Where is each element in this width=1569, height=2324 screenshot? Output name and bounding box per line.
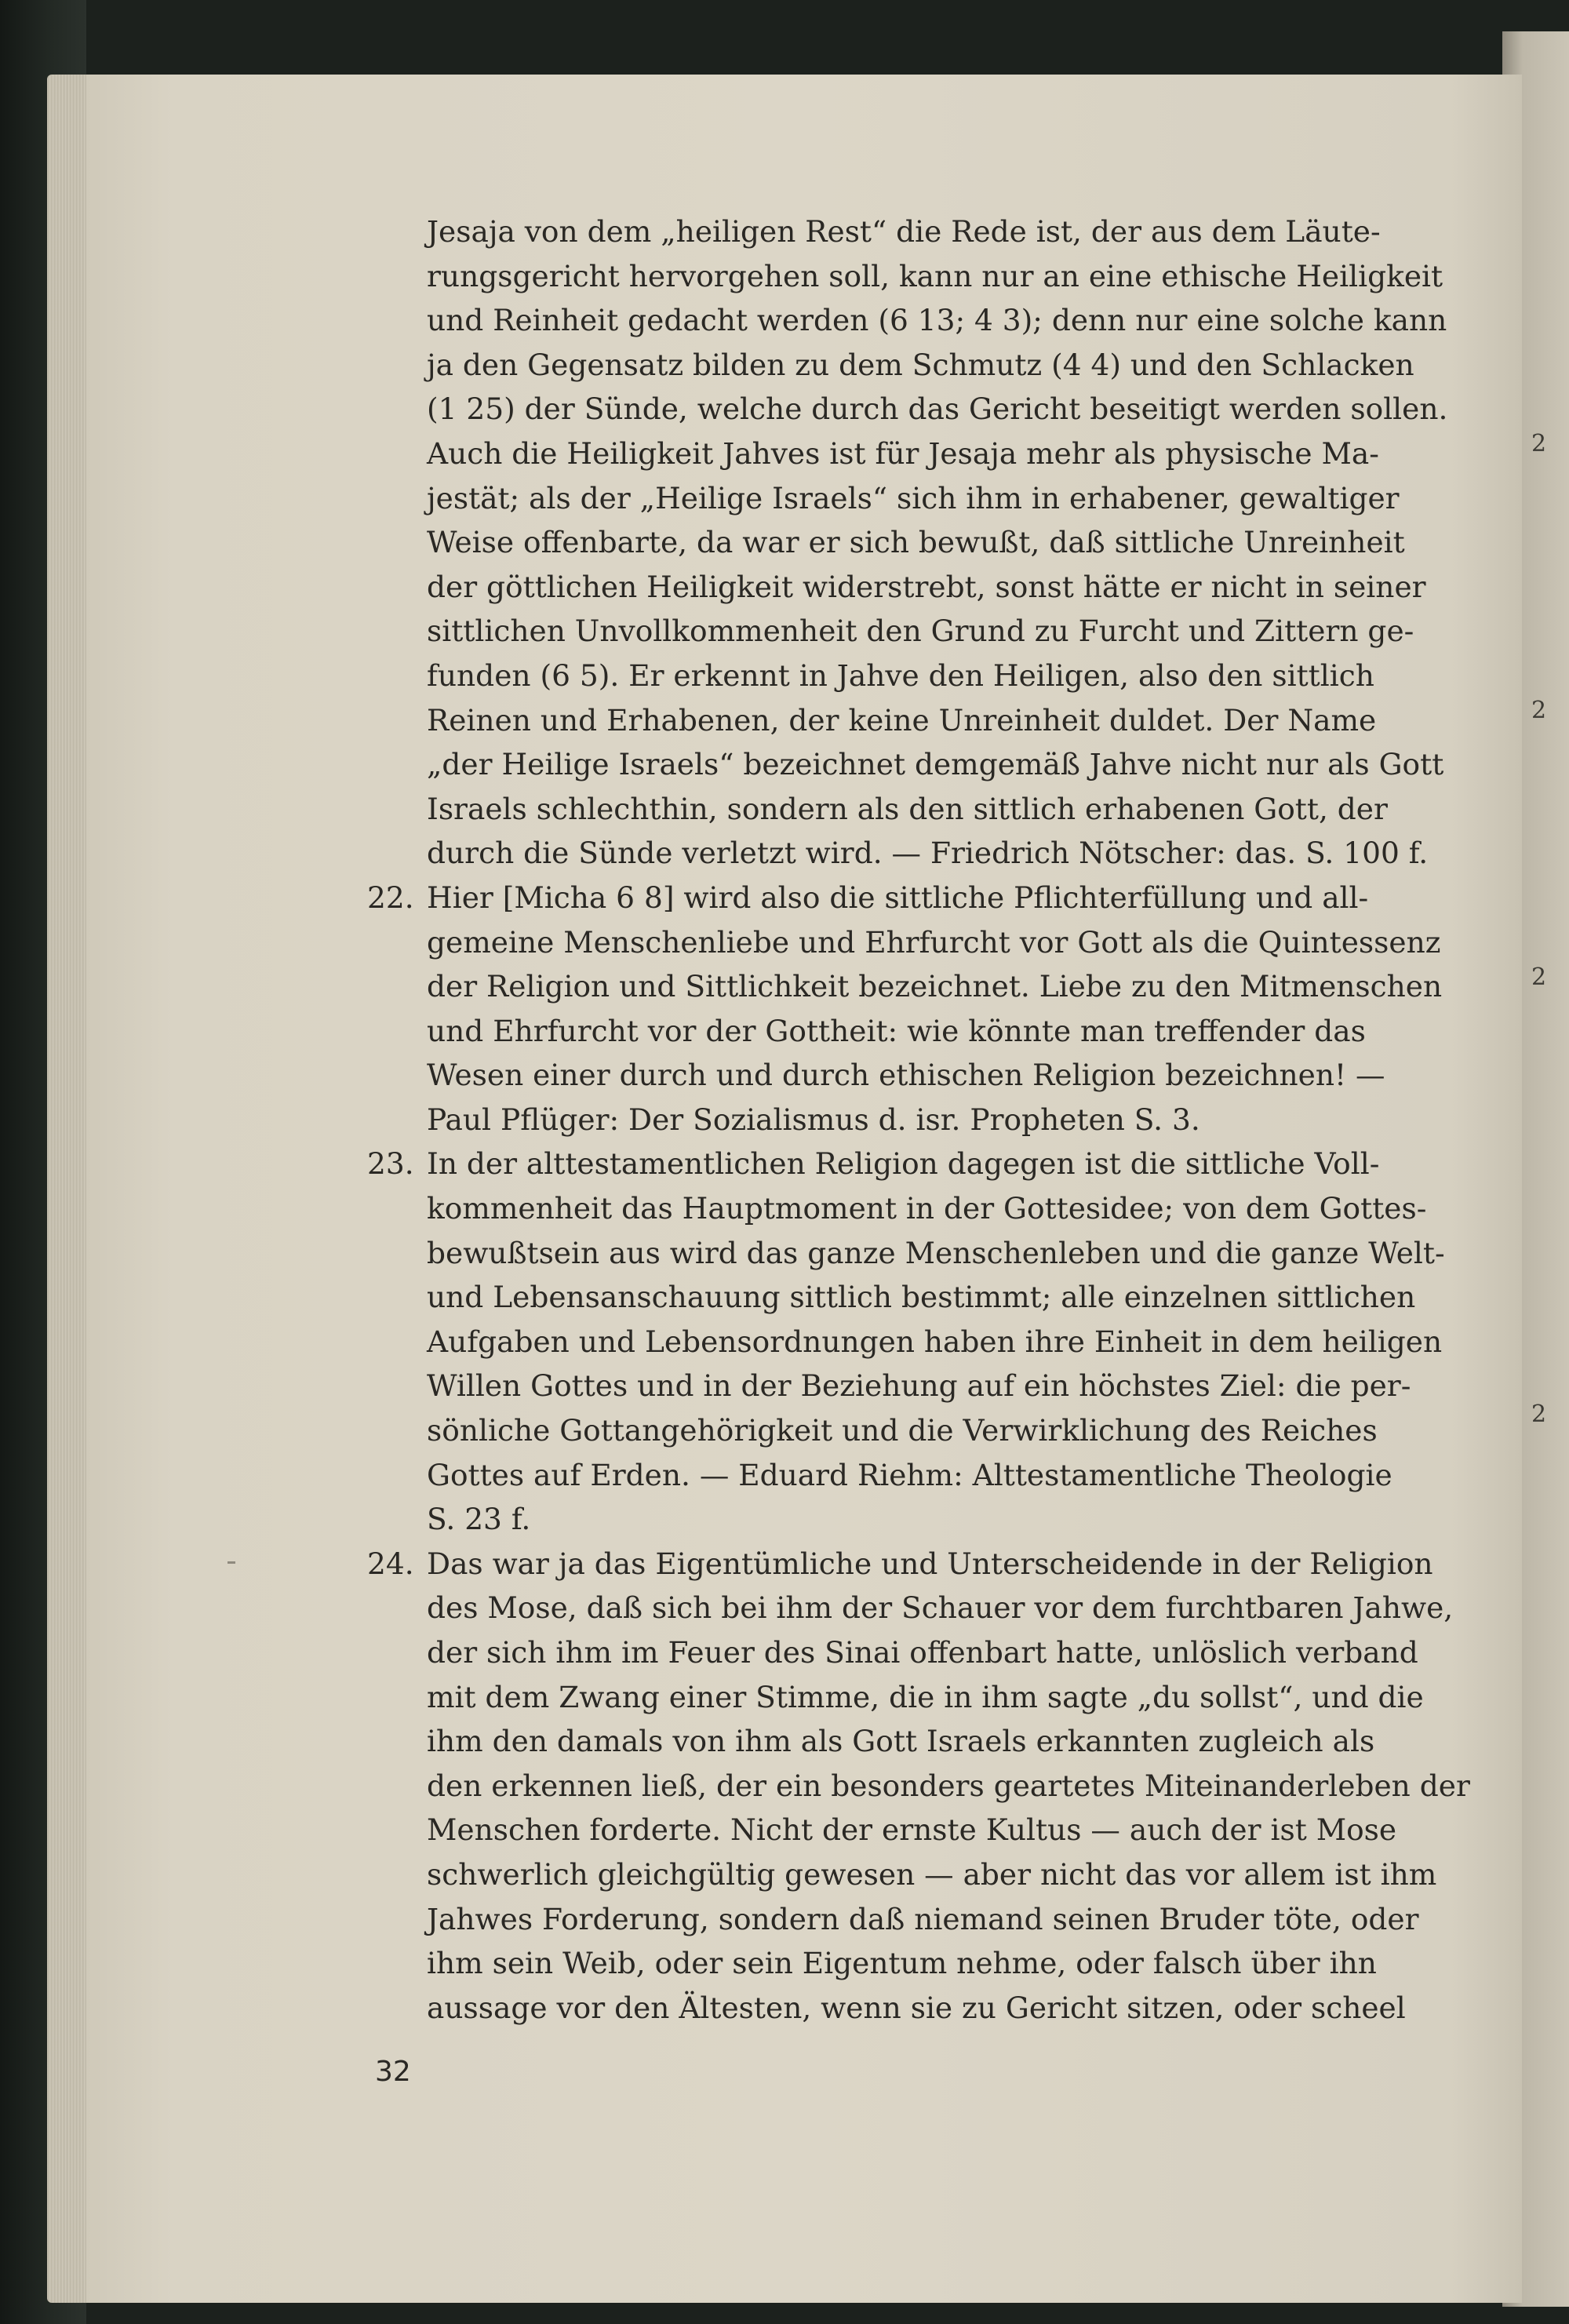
text-line: ihm sein Weib, oder sein Eigentum nehme, oder falsch über ihn: [427, 1946, 1377, 1981]
text-line: und Reinheit gedacht werden (6 13; 4 3); denn nur eine solche kann: [427, 303, 1447, 338]
text-line: Hier [Micha 6 8] wird also die sittliche Pflichterfüllung und all-: [427, 880, 1369, 915]
text-line: des Mose, daß sich bei ihm der Schauer vor dem furchtbaren Jahwe,: [427, 1590, 1454, 1626]
text-line: kommenheit das Hauptmoment in der Gottesidee; von dem Gottes-: [427, 1191, 1427, 1226]
page-text: [367, 209, 1506, 2030]
text-line: der göttlichen Heiligkeit widerstrebt, sonst hätte er nicht in seiner: [427, 569, 1426, 604]
numbered-paragraph: [367, 876, 1506, 1142]
text-line: Weise offenbarte, da war er sich bewußt, daß sittliche Unreinheit: [427, 525, 1405, 560]
numbered-paragraph: [367, 1542, 1506, 2031]
paragraph-continuation: [370, 209, 1506, 876]
text-line: Gottes auf Erden. — Eduard Riehm: Alttestamentliche Theologie: [427, 1457, 1392, 1492]
text-line: Paul Pflüger: Der Sozialismus d. isr. Propheten S. 3.: [427, 1102, 1200, 1137]
text-line: sönliche Gottangehörigkeit und die Verwirklichung des Reiches: [427, 1413, 1378, 1448]
text-line: Auch die Heiligkeit Jahves ist für Jesaja mehr als physische Ma-: [427, 435, 1379, 471]
next-page-mark: 2: [1531, 963, 1547, 991]
page-number: 32: [375, 2056, 411, 2088]
text-line: Jahwes Forderung, sondern daß niemand seinen Bruder töte, oder: [427, 1901, 1419, 1936]
next-page-mark: 2: [1531, 430, 1547, 457]
text-line: Israels schlechthin, sondern als den sittlich erhabenen Gott, der: [427, 791, 1388, 826]
text-line: Wesen einer durch und durch ethischen Religion bezeichnen! —: [427, 1058, 1385, 1093]
text-line: ihm den damals von ihm als Gott Israels erkannten zugleich als: [427, 1724, 1375, 1759]
text-line: ja den Gegensatz bilden zu dem Schmutz (4 4) und den Schlacken: [427, 347, 1414, 382]
next-page-mark: 2: [1531, 697, 1547, 724]
text-line: Das war ja das Eigentümliche und Unterscheidende in der Religion: [427, 1546, 1433, 1581]
text-line: schwerlich gleichgültig gewesen — aber nicht das vor allem ist ihm: [427, 1856, 1437, 1892]
text-line: jestät; als der „Heilige Israels“ sich ihm in erhabener, gewaltiger: [427, 480, 1400, 515]
text-line: und Lebensanschauung sittlich bestimmt; alle einzelnen sittlichen: [427, 1280, 1416, 1315]
text-line: S. 23 f.: [427, 1502, 531, 1537]
text-line: (1 25) der Sünde, welche durch das Gericht beseitigt werden sollen.: [427, 392, 1448, 427]
text-line: Willen Gottes und in der Beziehung auf ein höchstes Ziel: die per-: [427, 1368, 1411, 1404]
paragraph-number: 24.: [367, 1546, 414, 1581]
text-line: den erkennen ließ, der ein besonders geartetes Miteinanderleben der: [427, 1768, 1470, 1803]
text-line: funden (6 5). Er erkennt in Jahve den Heiligen, also den sittlich: [427, 657, 1374, 693]
paragraph-number: 23.: [367, 1146, 414, 1182]
numbered-paragraph: [367, 1142, 1506, 1541]
text-line: „der Heilige Israels“ bezeichnet demgemäß Jahve nicht nur als Gott: [427, 747, 1444, 782]
text-line: Menschen forderte. Nicht der ernste Kultus — auch der ist Mose: [427, 1812, 1397, 1848]
text-line: sittlichen Unvollkommenheit den Grund zu Furcht und Zittern ge-: [427, 614, 1414, 649]
next-page-mark: 2: [1531, 1401, 1547, 1428]
paragraph-number: 22.: [367, 880, 414, 915]
text-line: der sich ihm im Feuer des Sinai offenbart hatte, unlöslich verband: [427, 1635, 1418, 1670]
text-line: aussage vor den Ältesten, wenn sie zu Gericht sitzen, oder scheel: [427, 1990, 1406, 2025]
text-line: rungsgericht hervorgehen soll, kann nur an eine ethische Heiligkeit: [427, 258, 1443, 293]
margin-mark: [228, 1561, 235, 1564]
text-line: bewußtsein aus wird das ganze Menschenleben und die ganze Welt-: [427, 1235, 1445, 1270]
text-line: gemeine Menschenliebe und Ehrfurcht vor Gott als die Quintessenz: [427, 924, 1441, 960]
text-line: der Religion und Sittlichkeit bezeichnet. Liebe zu den Mitmenschen: [427, 969, 1443, 1004]
text-line: mit dem Zwang einer Stimme, die in ihm sagte „du sollst“, und die: [427, 1679, 1424, 1714]
text-line: durch die Sünde verletzt wird. — Friedrich Nötscher: das. S. 100 f.: [427, 836, 1429, 871]
text-line: In der alttestamentlichen Religion dagegen ist die sittliche Voll-: [427, 1146, 1380, 1182]
text-line: Aufgaben und Lebensordnungen haben ihre Einheit in dem heiligen: [427, 1324, 1443, 1359]
text-line: und Ehrfurcht vor der Gottheit: wie könnte man treffender das: [427, 1013, 1366, 1048]
text-line: Jesaja von dem „heiligen Rest“ die Rede ist, der aus dem Läute-: [427, 214, 1381, 249]
text-line: Reinen und Erhabenen, der keine Unreinheit duldet. Der Name: [427, 702, 1377, 738]
